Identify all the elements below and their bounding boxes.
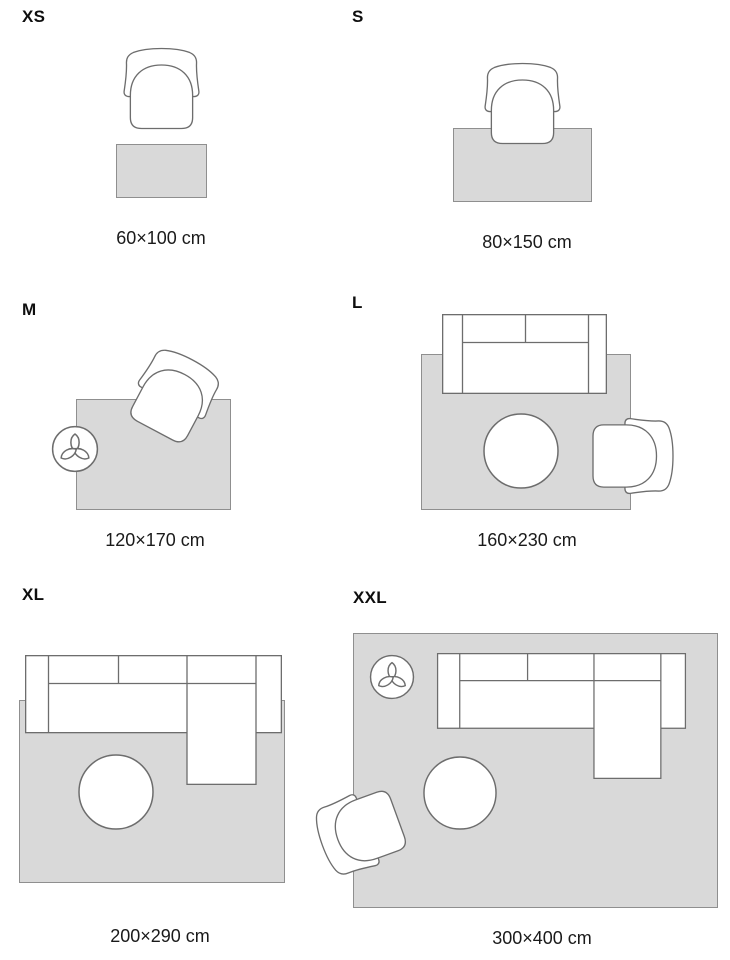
- size-label-s: S: [352, 7, 364, 26]
- size-label-xl: XL: [22, 585, 45, 604]
- caption-m: 120×170 cm: [105, 530, 205, 550]
- size-label-xxl: XXL: [353, 588, 387, 607]
- size-label-m: M: [22, 300, 37, 319]
- plant-icon: [369, 654, 415, 700]
- size-label-l: L: [352, 293, 363, 312]
- coffee-table-icon: [423, 756, 497, 830]
- caption-xs: 60×100 cm: [116, 228, 206, 248]
- caption-xxl: 300×400 cm: [492, 928, 592, 948]
- caption-s: 80×150 cm: [482, 232, 572, 252]
- caption-xl: 200×290 cm: [110, 926, 210, 946]
- caption-l: 160×230 cm: [477, 530, 577, 550]
- size-label-xs: XS: [22, 7, 46, 26]
